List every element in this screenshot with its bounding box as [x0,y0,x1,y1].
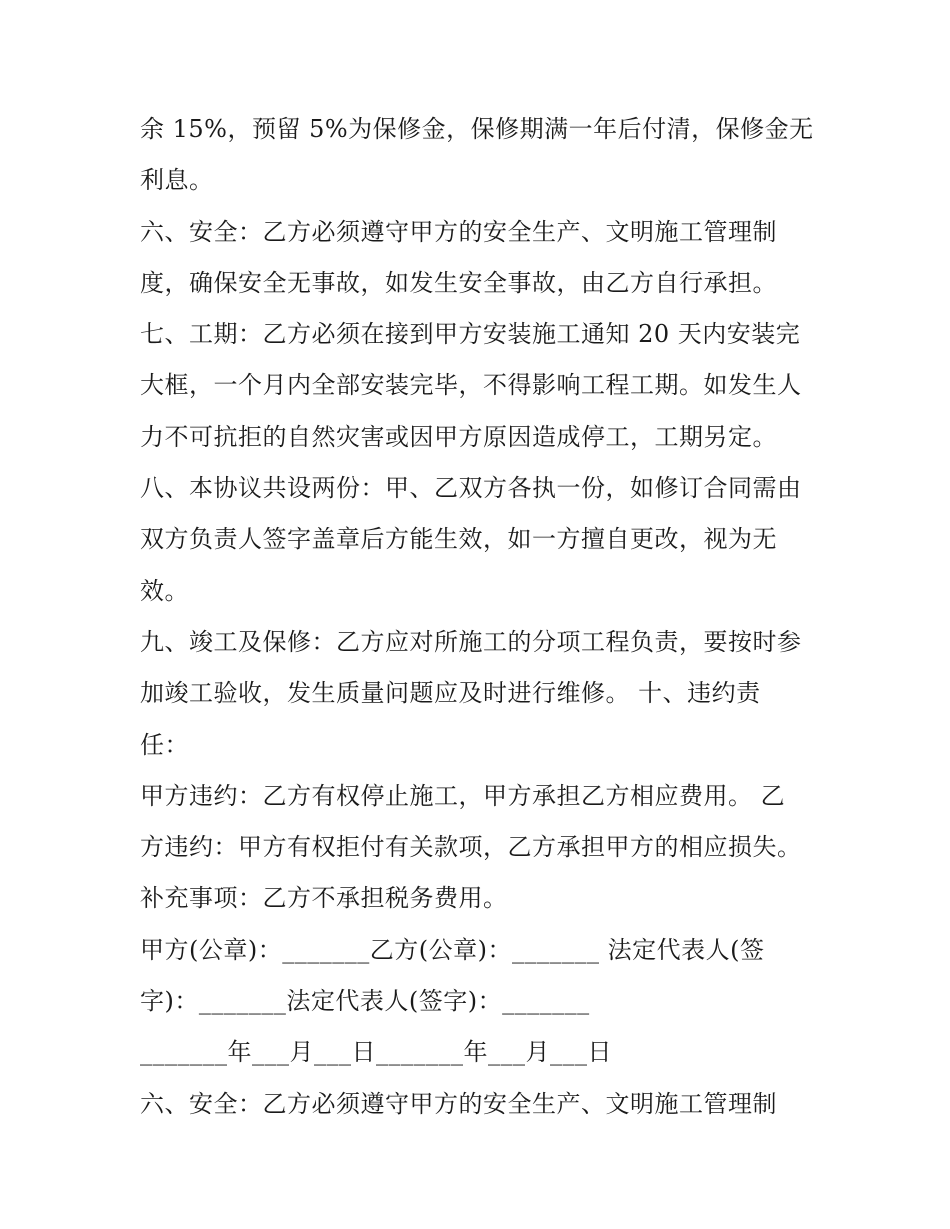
signature-line: 字)：_______法定代表人(签字)：_______ [140,987,590,1016]
text-line: 七、工期：乙方必须在接到甲方安装施工通知 20 天内安装完 [140,320,801,349]
text-line: 余 15%，预留 5%为保修金，保修期满一年后付清，保修金无 [140,115,814,143]
text-line: 效。 [140,576,189,605]
text-line: 度，确保安全无事故，如发生安全事故，由乙方自行承担。 [140,268,777,297]
text-line: 任： [140,730,189,759]
text-line: 六、安全：乙方必须遵守甲方的安全生产、文明施工管理制 [140,217,777,246]
text-line: 利息。 [140,166,214,195]
text-line: 方违约：甲方有权拒付有关款项，乙方承担甲方的相应损失。 [140,833,802,862]
text-line: 补充事项：乙方不承担税务费用。 [140,884,508,913]
text-line: 九、竣工及保修：乙方应对所施工的分项工程负责，要按时参 [140,627,802,656]
text-line: 力不可抗拒的自然灾害或因甲方原因造成停工，工期另定。 [140,422,777,451]
contract-text [140,104,820,1130]
text-line: 双方负责人签字盖章后方能生效，如一方擅自更改，视为无 [140,525,777,554]
text-line: 八、本协议共设两份：甲、乙双方各执一份，如修订合同需由 [140,474,802,503]
text-line: 甲方违约：乙方有权停止施工，甲方承担乙方相应费用。 乙 [140,781,786,810]
text-line: 六、安全：乙方必须遵守甲方的安全生产、文明施工管理制 [140,1089,777,1118]
text-line: 大框，一个月内全部安装完毕，不得影响工程工期。如发生人 [140,371,802,400]
signature-line: 甲方(公章)：_______乙方(公章)：_______ 法定代表人(签 [140,935,765,964]
text-line: 加竣工验收，发生质量问题应及时进行维修。 十、违约责 [140,679,761,708]
date-line: _______年___月___日_______年___月___日 [140,1038,612,1067]
